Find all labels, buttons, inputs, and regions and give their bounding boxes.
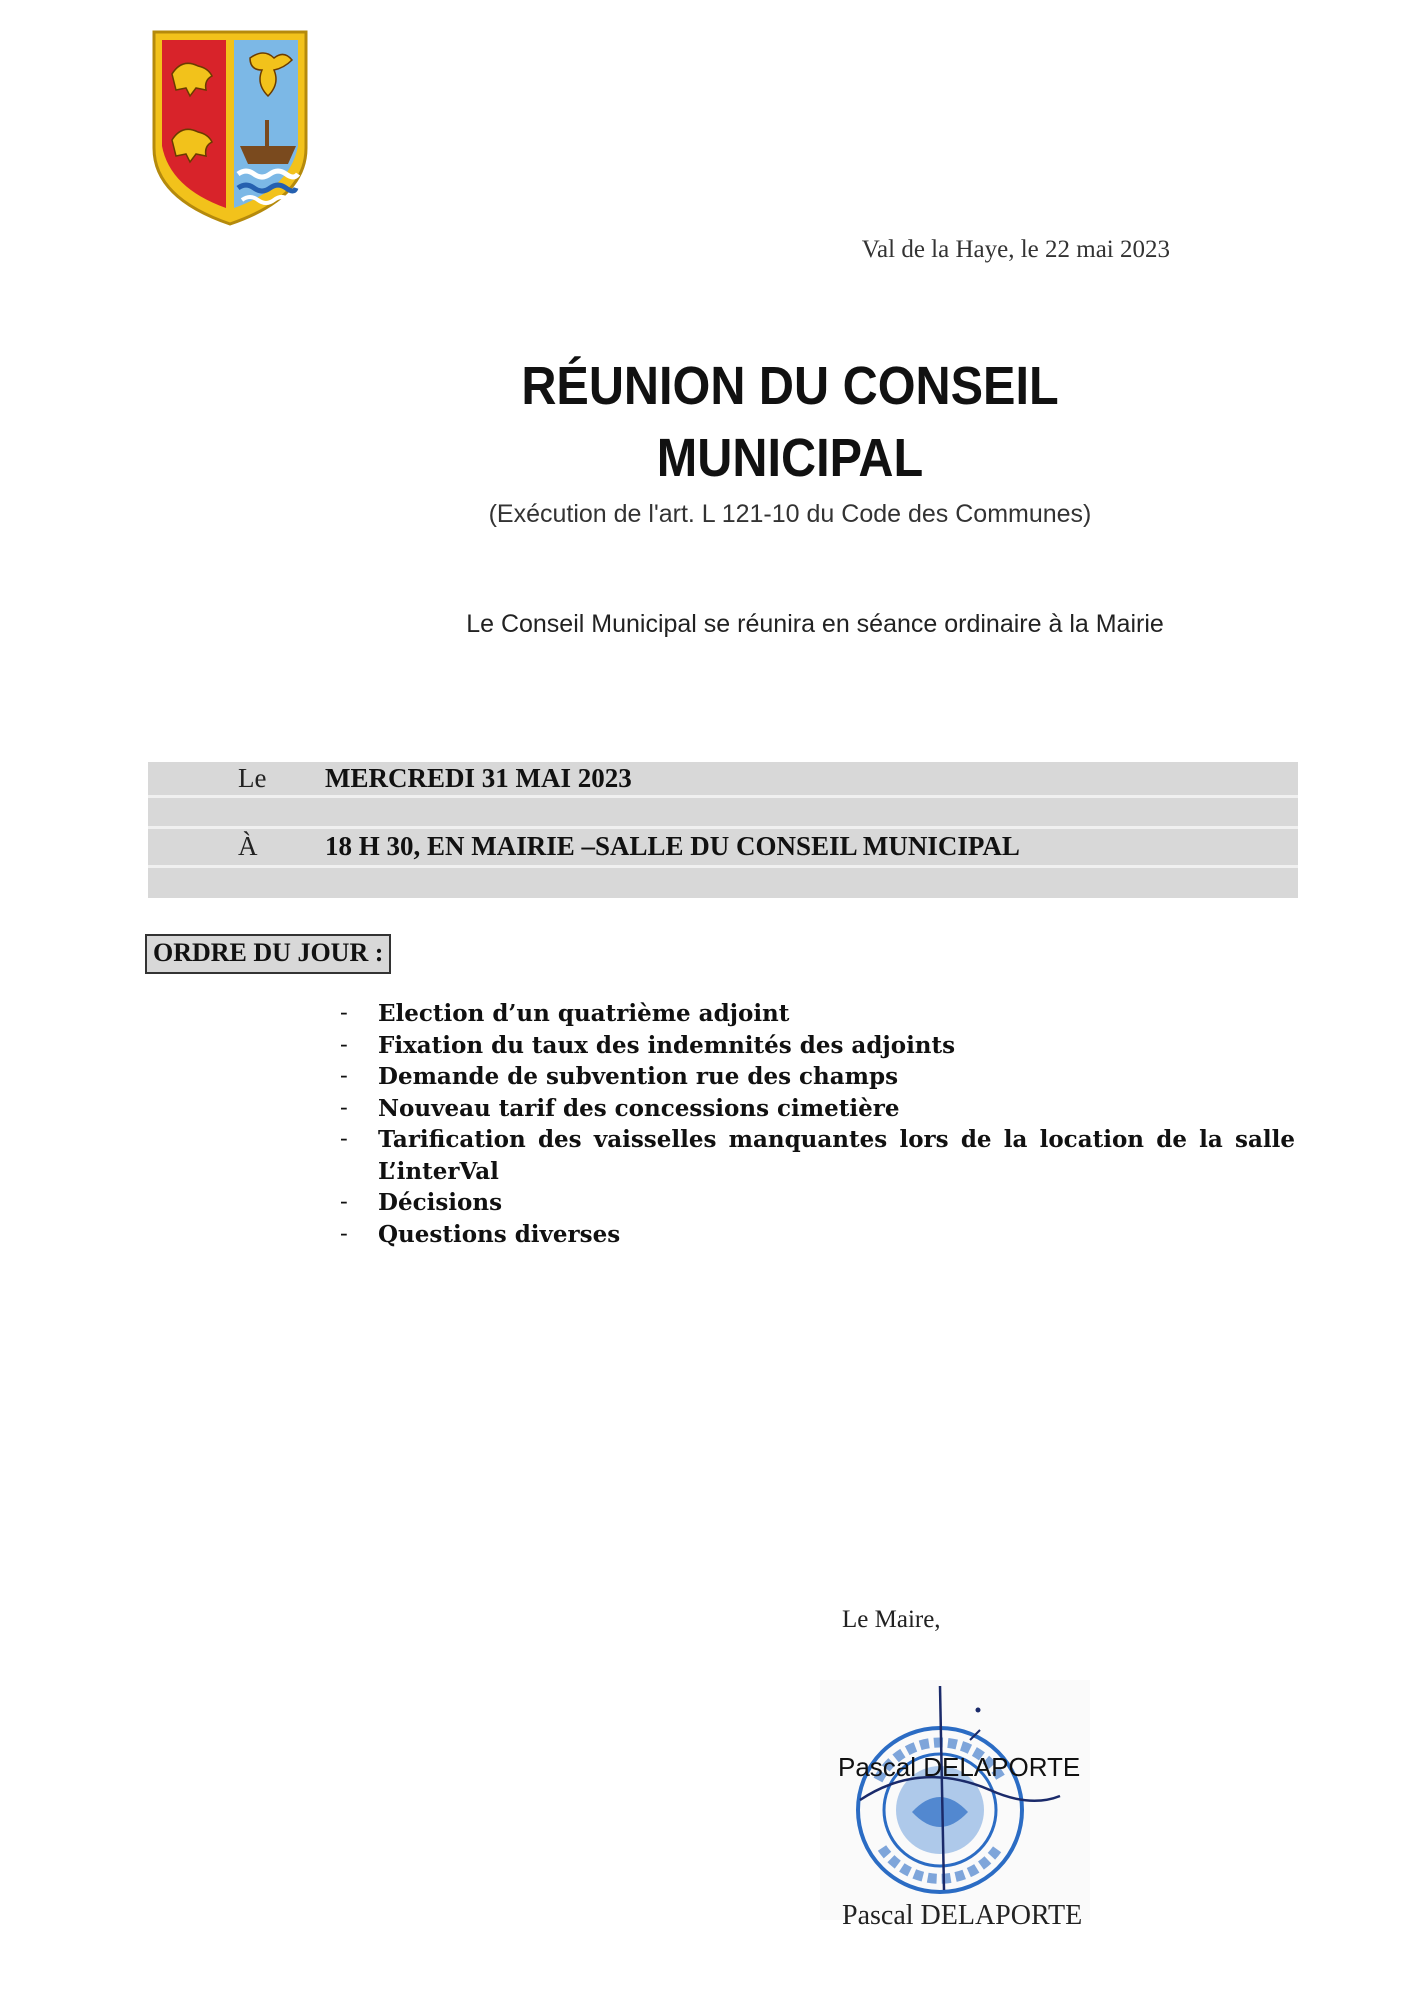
agenda-item [340, 1093, 1295, 1125]
agenda-item-text: Demande de subvention rue des champs [378, 1063, 899, 1090]
signatory-name: Pascal DELAPORTE [842, 1900, 1083, 1931]
meeting-details-box [148, 762, 1298, 898]
meeting-date: MERCREDI 31 MAI 2023 [325, 763, 632, 793]
box-divider [148, 865, 1298, 868]
title-line-2: MUNICIPAL [656, 428, 924, 488]
agenda-item-text: Questions diverses [378, 1220, 621, 1248]
agenda-item [340, 1030, 1295, 1062]
signatory-role: Le Maire, [842, 1606, 941, 1633]
meeting-time-place: 18 H 30, EN MAIRIE –SALLE DU CONSEIL MUNICIPAL [325, 831, 1020, 861]
signature-overlay-name: Pascal DELAPORTE [838, 1752, 1081, 1782]
intro-text: Le Conseil Municipal se réunira en séance ordinaire à la Mairie [466, 610, 1164, 638]
time-label: À [238, 831, 258, 861]
bullet-dash: - [340, 1220, 348, 1247]
date-label: Le [238, 763, 267, 793]
bullet-dash: - [340, 1094, 348, 1121]
bullet-dash: - [340, 1126, 348, 1152]
agenda-item [340, 1187, 1295, 1219]
agenda-item [340, 998, 1295, 1030]
box-divider [148, 826, 1298, 829]
agenda-item-text: Fixation du taux des indemnités des adjoints [378, 1031, 956, 1059]
title-line-1: RÉUNION DU CONSEIL [521, 356, 1059, 416]
agenda-item [340, 1061, 1295, 1093]
agenda-item-text: Décisions [378, 1189, 503, 1216]
page-title [385, 350, 1195, 494]
bullet-dash: - [340, 1031, 348, 1058]
bullet-dash: - [340, 1063, 348, 1089]
agenda-heading: ORDRE DU JOUR : [145, 934, 391, 974]
bullet-dash: - [340, 1189, 348, 1215]
agenda-item-text: Nouveau tarif des concessions cimetière [378, 1094, 900, 1122]
agenda-item [340, 1219, 1295, 1251]
agenda-item [340, 1124, 1295, 1187]
coat-of-arms-logo [150, 28, 310, 228]
municipal-stamp [820, 1680, 1090, 1920]
date-line: Val de la Haye, le 22 mai 2023 [861, 236, 1170, 263]
agenda-item-text: Election d’un quatrième adjoint [378, 1000, 790, 1027]
box-divider [148, 795, 1298, 798]
bullet-dash: - [340, 1000, 348, 1026]
page-subtitle: (Exécution de l'art. L 121-10 du Code des Communes) [488, 500, 1092, 528]
agenda-item-text: Tarification des vaisselles manquantes lors de la location de la salle L’interVal [378, 1126, 1295, 1185]
agenda-list [340, 998, 1295, 1250]
